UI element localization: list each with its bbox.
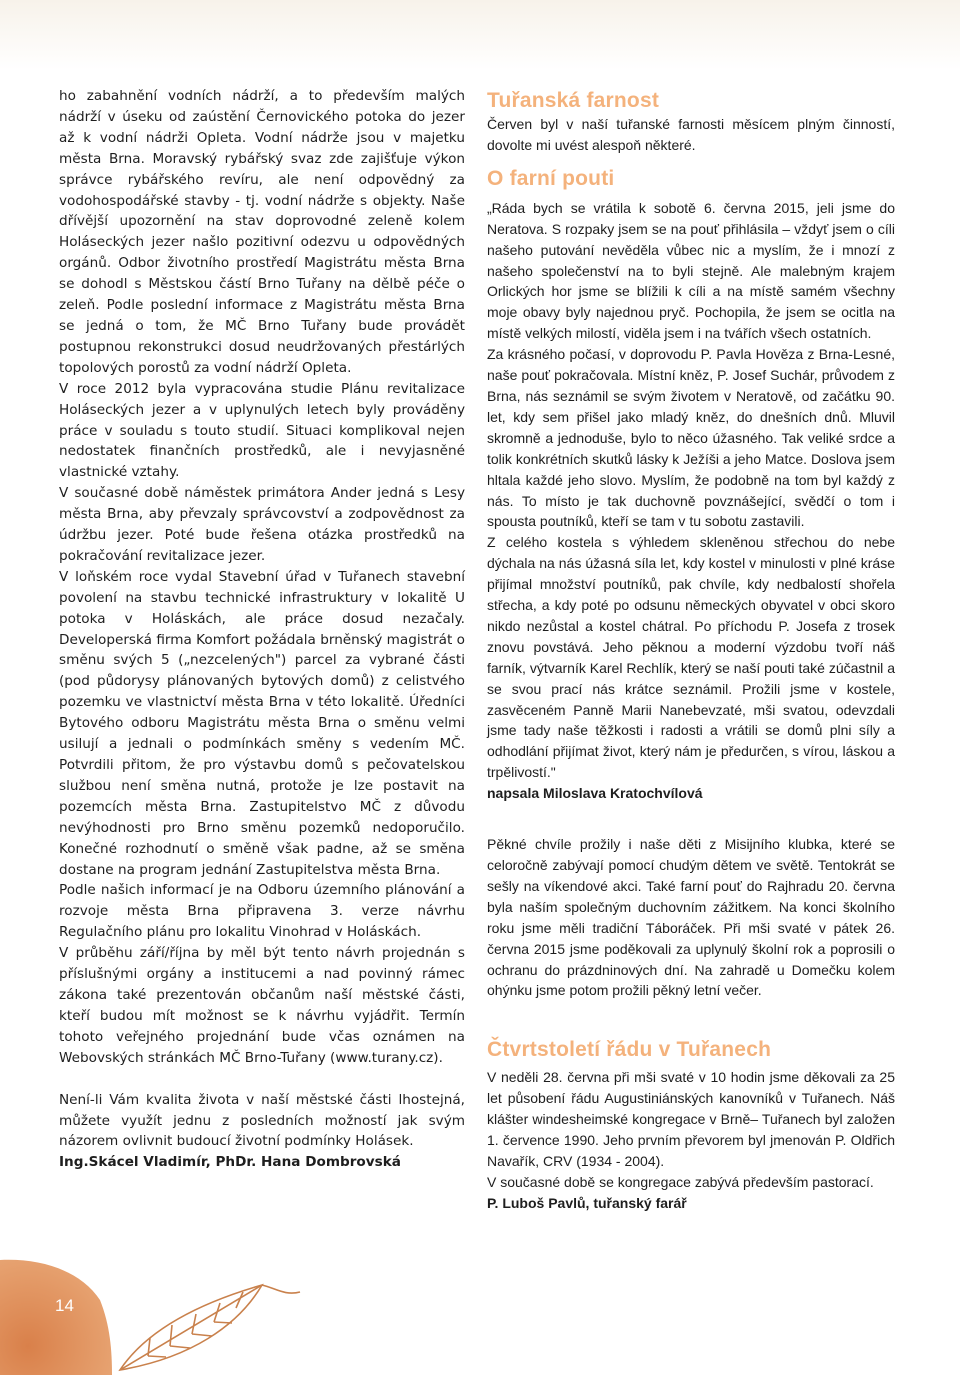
rad-signature: P. Luboš Pavlů, tuřanský farář: [487, 1194, 687, 1211]
paragraph: V neděli 28. června při mši svaté v 10 hodin jsme děkovali za 25 let působení řádu Augustiniánských kanovníků v Tuřanech. Náš klášter windesheimské kongregace v Brně– Tuřanech byl založen 1. července 1990. Jeho prvním převorem byl jmenován P. Oldřich Navařík, CRV (1934 - 2004).: [487, 1069, 895, 1169]
top-decorative-band: [0, 0, 960, 70]
paragraph: Za krásného počasí, v doprovodu P. Pavla Hověza z Brna-Lesné, naše pouť pokračovala. Místní kněz, P. Josef Suchár, průvodem z Brna, nás seznámil se svým životem v Neratově, od začátku 90. let, kdy sem přišel jako mladý kněz, do dnešních dnů. Mluvil skromně a jednoduše, bylo to něco úžasného. Tak veliké srdce a tolik konkrétních skutků lásky k Ježíši a jeho Matce. Doslova jsem hltala každé jeho slovo. Myslím, že podobně na tom byl každý z nás. To místo je tak duchovně povznášející, svědčí o tom i spousta poutníků, kteří se tam v tu sobotu zastavili.: [487, 346, 895, 530]
left-column: [59, 86, 465, 1173]
pouti-signature: napsala Miloslava Kratochvílová: [487, 785, 703, 802]
paragraph: V současné době náměstek primátora Ander jedná s Lesy města Brna, aby převzaly správcovství a zodpovědnost za údržbu jezer. Poté bude řešena otázka prostředků na pokračování revitalizace jezer.: [59, 485, 465, 564]
corner-shape: [0, 1260, 112, 1375]
paragraph: Podle našich informací je na Odboru územního plánování a rozvoje města Brna připravena 3. verze návrhu Regulačního plánu pro lokalitu Vinohrad v Holáskách.: [59, 882, 465, 941]
paragraph: V průběhu září/října by měl být tento návrh projednán s příslušnými orgány a institucemi a nad povinný rámec zákona také prezentován občanům naší městské části, kteří budou mít možnost se k návrhu vyjádřit. Termín tohoto veřejného projednání bude včas oznámen na Webovských stránkách MČ Brno-Tuřany (www.turany.cz).: [59, 945, 465, 1066]
closing-paragraph: Není-li Vám kvalita života v naší městské části lhostejná, můžete využít jednu z posledních možností jak svým názorem ovlivnit budoucí životní podmínky Holásek.: [59, 1091, 465, 1150]
klub-paragraph: Pěkné chvíle prožily i naše děti z Misijního klubka, které se celoročně zabývají pomocí chudým dětem ve světě. Tentokrát se sešly na víkendové akci. Také farní pouť do Rajhradu 20. června byla naším společným duchovním zážitkem. Na konci školního roku jsme měli tradiční Táboráček. Při mši svaté v pátek 26. června 2015 jsme poděkovali za uplynulý školní rok a poprosili o ochranu do prázdninových dní. Na zahradě u Domečku kolem ohýnku jsme potom prožili pěkný letní večer.: [487, 836, 895, 999]
section-heading-rad: Čtvrtstoletí řádu v Tuřanech: [487, 1038, 772, 1062]
paragraph: V roce 2012 byla vypracována studie Plánu revitalizace Holáseckých jezer a v uplynulých letech byly prováděny práce v souladu s touto studií. Situaci komplikoval nejen nedostatek finančních prostředků, ale i nevyjasněné vlastnické vztahy.: [59, 380, 465, 481]
section-heading-farnost: Tuřanská farnost: [487, 89, 660, 112]
paragraph: V loňském roce vydal Stavební úřad v Tuřanech stavební povolení na stavbu technické infrastruktury v lokalitě U potoka v Holáskách, ale práce dosud nezačaly. Developerská firma Komfort požádala brněnský magistrát o směnu svých 5 („nezcelených") parcel za vybrané části (pod půdorysy plánovaných bytových domů) z celistvého pozemku ve vlastnictví města Brna v této lokalitě. Úředníci Bytového odboru Magistrátu města Brna o směnu velmi usilují a jednali o podmínkách směny s vedením MČ. Potvrdili přitom, že pro výstavbu domů s pečovatelskou službou není směna nutná, protože je lze postavit na pozemcích města Brna. Zastupitelstvo MČ z důvodu nevýhodnosti pro Brno směnu pozemků nedoporučilo. Konečné rozhodnutí o směně však padne, až se směna dostane na program jednání Zastupitelstva města Brna.: [59, 568, 465, 878]
paragraph: V současné době se kongregace zabývá především pastorací.: [487, 1173, 874, 1190]
paragraph: „Ráda bych se vrátila k sobotě 6. června 2015, jeli jsme do Neratova. S rozpaky jsem se na pouť přihlásila – vždyť jsem o cíli našeho putování nevěděla vůbec nic a myslím, že i mnozí z našeho společenství na to byli stejně. Ale malebným krajem Orlických hor jsme se blížili k cíli a na místě samém všechny moje obavy byly najednou pryč. Pochopila, že jsem se ocitla na místě velkých milostí, viděla jsem i na tvářích všech ostatních.: [487, 199, 895, 342]
leaf-outline-icon: [120, 1285, 300, 1370]
paragraph: ho zabahnění vodních nádrží, a to především malých nádrží v úseku od zaústění Černovického potoka do jezer až k vodní nádrži Opleta. Vodní nádrže jsou v majetku města Brna. Moravský rybářský svaz zde zajišťuje výkon správce rybářského revíru, ale není odpovědný za vodohospodářské stavby - tj. vodní nádrže s objekty. Naše dřívější upozornění na stav doprovodné zeleně kolem Holáseckých jezer našlo pozitivní odezvu u odpovědných orgánů. Odbor životního prostředí Magistrátu města Brna se dohodl s Městskou částí Brno Tuřany na dělbě péče o zeleň. Podle poslední informace z Magistrátu města Brna se jedná o tom, že MČ Brno Tuřany bude provádět postupnou rekonstrukci dosud neudržovaných přestárlých topolových porostů za vodní nádrží Opleta.: [59, 88, 465, 376]
paragraph: Z celého kostela s výhledem skleněnou střechou do nebe dýchala na nás úžasná síla let, kdy kostel v minulosti v plné kráse přijímal množství poutníků, pak chvíle, kdy nedbalostí shořela střecha, a kdy poté po odsunu německých obyvatel v obci skoro nikdo nezůstal a kostel chátral. Po příchodu P. Josefa z trosek znovu povstává. Jeho pěknou a moderní výzdobu tvoří náš farník, výtvarník Karel Rechlík, který se naší pouti také zúčastnil a se svou prací nás krátce seznámil. Prožili jsme v kostele, zasvěceném Panně Marii Nanebevzaté, mši svatou, odevzdali jsme tady naše těžkosti i radosti a vrátili se domů plni síly a odhodlání přijímat život, který nám je předurčen, s vírou, láskou a trpělivostí.": [487, 534, 895, 781]
leaf-corner-decoration: [0, 1230, 330, 1375]
right-column: [487, 88, 895, 1214]
section-heading-pouti: O farní pouti: [487, 166, 615, 190]
page-number: 14: [55, 1296, 74, 1315]
intro-paragraph: Červen byl v naší tuřanské farnosti měsícem plným činností, dovolte mi uvést alespoň některé.: [487, 116, 895, 153]
article-signature: Ing.Skácel Vladimír, PhDr. Hana Dombrovská: [59, 1154, 401, 1171]
